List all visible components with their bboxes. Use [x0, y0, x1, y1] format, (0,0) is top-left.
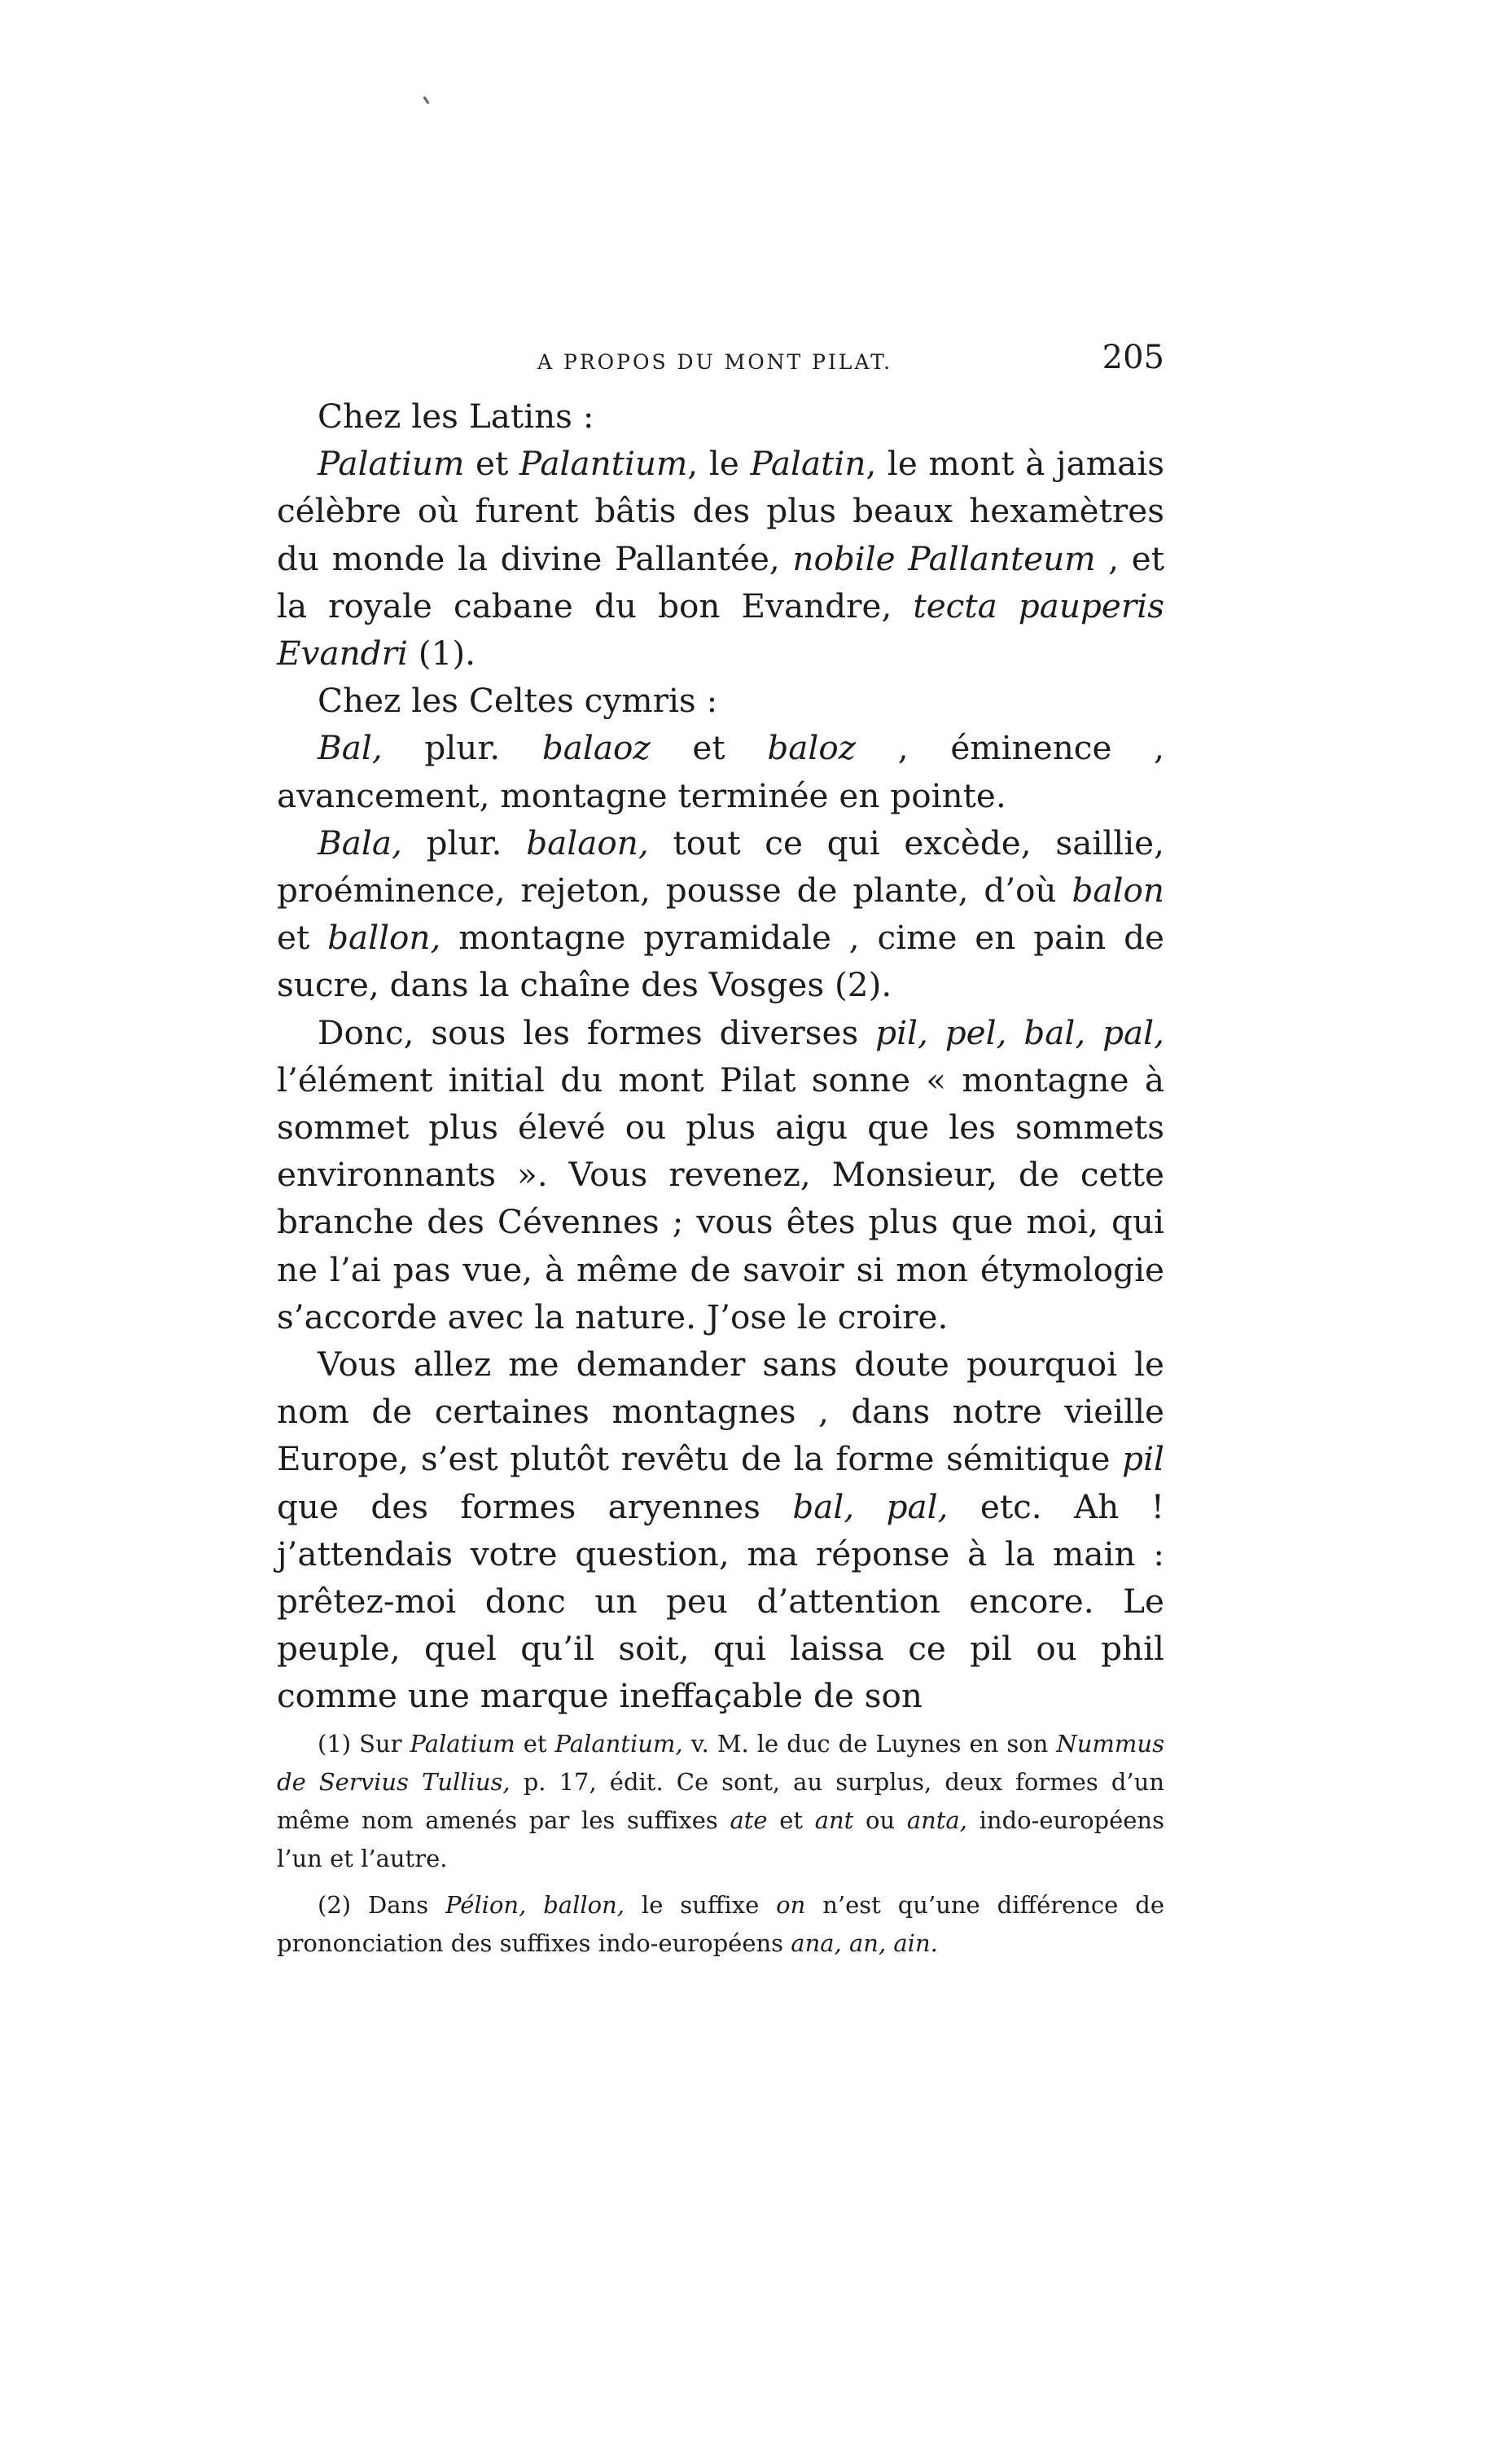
- body-text: [277, 393, 1164, 1720]
- paragraph-vous-allez: Vous allez me demander sans doute pourquoi le nom de certaines montagnes , dans notre vieille Europe, s’est plutôt revêtu de la forme sémitique pil que des formes aryennes bal, pal, etc. Ah ! j’attendais votre question, ma réponse à la main : prêtez-moi donc un peu d’attention encore. Le peuple, quel qu’il soit, qui laissa ce pil ou phil comme une marque ineffaçable de son: [277, 1345, 1165, 1716]
- paragraph-donc: Donc, sous les formes diverses pil, pel, bal, pal, l’élément initial du mont Pilat sonne « montagne à sommet plus élevé ou plus aigu que les sommets environnants ». Vous revenez, Monsieur, de cette branche des Cévennes ; vous êtes plus que moi, qui ne l’ai pas vue, à même de savoir si mon étymologie s’accorde avec la nature. J’ose le croire.: [277, 1012, 1164, 1336]
- paragraph-latins: Palatium et Palantium, le Palatin, le mont à jamais célèbre où furent bâtis des plus beaux hexamètres du monde la divine Pallantée, nobile Pallanteum , et la royale cabane du bon Evandre, tecta pauperis Evandri (1).: [277, 444, 1165, 674]
- paragraph-bala: Bala, plur. balaon, tout ce qui excède, saillie, proéminence, rejeton, pousse de plante, d’où balon et ballon, montagne pyramidale , cime en pain de sucre, dans la chaîne des Vosges (2).: [277, 823, 1164, 1005]
- paragraph-bal: Bal, plur. balaoz et baloz , éminence , avancement, montagne terminée en pointe.: [277, 728, 1164, 815]
- page-header: [277, 339, 1164, 388]
- paragraph-latins-heading: Chez les Latins :: [318, 397, 594, 436]
- running-title: A PROPOS DU MONT PILAT.: [537, 350, 893, 374]
- page-number: 205: [1102, 339, 1164, 376]
- footnote-2: (2) Dans Pélion, ballon, le suffixe on n’est qu’une différence de prononciation des suffixes indo-européens ana, an, ain.: [277, 1891, 1164, 1957]
- paragraph-celtes-heading: Chez les Celtes cymris :: [318, 681, 718, 721]
- footnote-ref-1: (1).: [407, 634, 476, 674]
- footnotes: [277, 1725, 1164, 1963]
- scan-speck: [423, 96, 429, 104]
- footnote-1: (1) Sur Palatium et Palantium, v. M. le duc de Luynes en son Nummus de Servius Tullius, p. 17, édit. Ce sont, au surplus, deux formes d’un même nom amenés par les suffixes ate et ant ou anta, indo-européens l’un et l’autre.: [277, 1730, 1164, 1872]
